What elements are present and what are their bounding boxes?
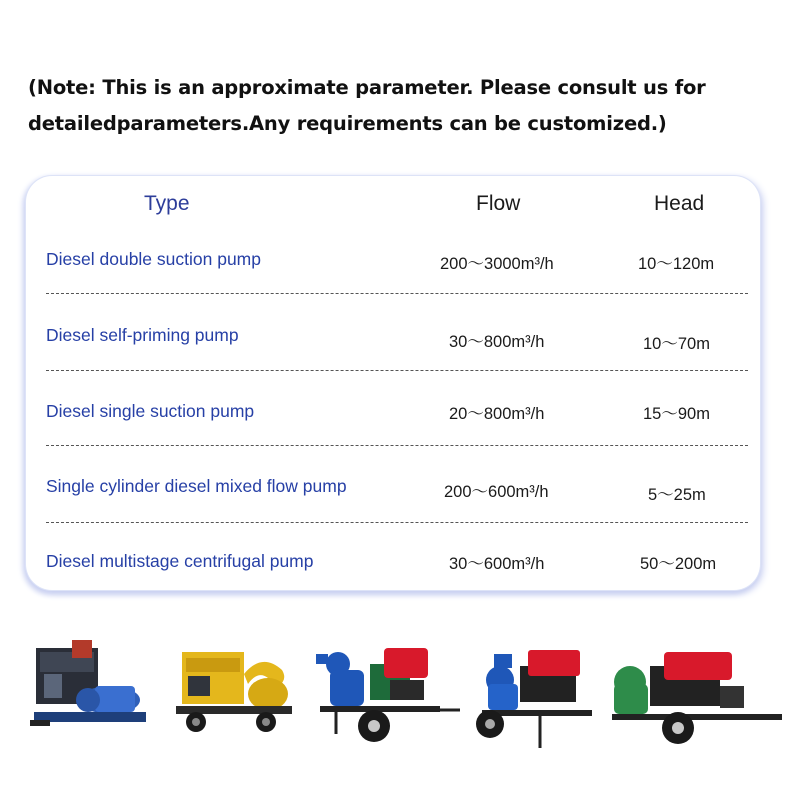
row-3-head: 15～90m <box>643 405 710 423</box>
row-4-type: Single cylinder diesel mixed flow pump <box>46 476 347 496</box>
row-2-head: 10～70m <box>643 335 710 353</box>
single-suction-trailer-photo <box>316 648 460 742</box>
multistage-pump-photo <box>30 640 146 726</box>
multistage-trailer-photo <box>612 652 782 744</box>
row-2-flow: 30～800m³/h <box>449 333 545 351</box>
row-2-type: Diesel self-priming pump <box>46 325 239 345</box>
row-separator <box>46 522 748 523</box>
row-3-flow: 20～800m³/h <box>449 405 545 423</box>
row-1-head: 10～120m <box>638 255 715 273</box>
self-priming-trailer-photo <box>176 652 292 732</box>
row-5-type: Diesel multistage centrifugal pump <box>46 551 314 571</box>
row-separator <box>46 445 748 446</box>
column-header-flow: Flow <box>476 192 521 215</box>
row-5-flow: 30～600m³/h <box>449 555 545 573</box>
row-separator <box>46 293 748 294</box>
row-separator <box>46 370 748 371</box>
row-1-flow: 200～3000m³/h <box>440 255 554 273</box>
column-header-head: Head <box>654 192 705 215</box>
row-3-type: Diesel single suction pump <box>46 401 255 421</box>
row-4-flow: 200～600m³/h <box>444 483 549 501</box>
product-photo-strip <box>0 630 800 760</box>
parameter-note <box>28 70 788 142</box>
row-5-head: 50～200m <box>640 555 717 573</box>
column-header-type: Type <box>144 192 190 215</box>
note-line-1: (Note: This is an approximate parameter. Please consult us for <box>28 76 706 99</box>
mixed-flow-trailer-photo <box>476 650 592 748</box>
note-line-2: detailedparameters.Any requirements can be customized.) <box>28 112 667 135</box>
row-4-head: 5～25m <box>648 486 706 504</box>
row-1-type: Diesel double suction pump <box>46 249 261 269</box>
spec-table-card <box>26 176 760 590</box>
